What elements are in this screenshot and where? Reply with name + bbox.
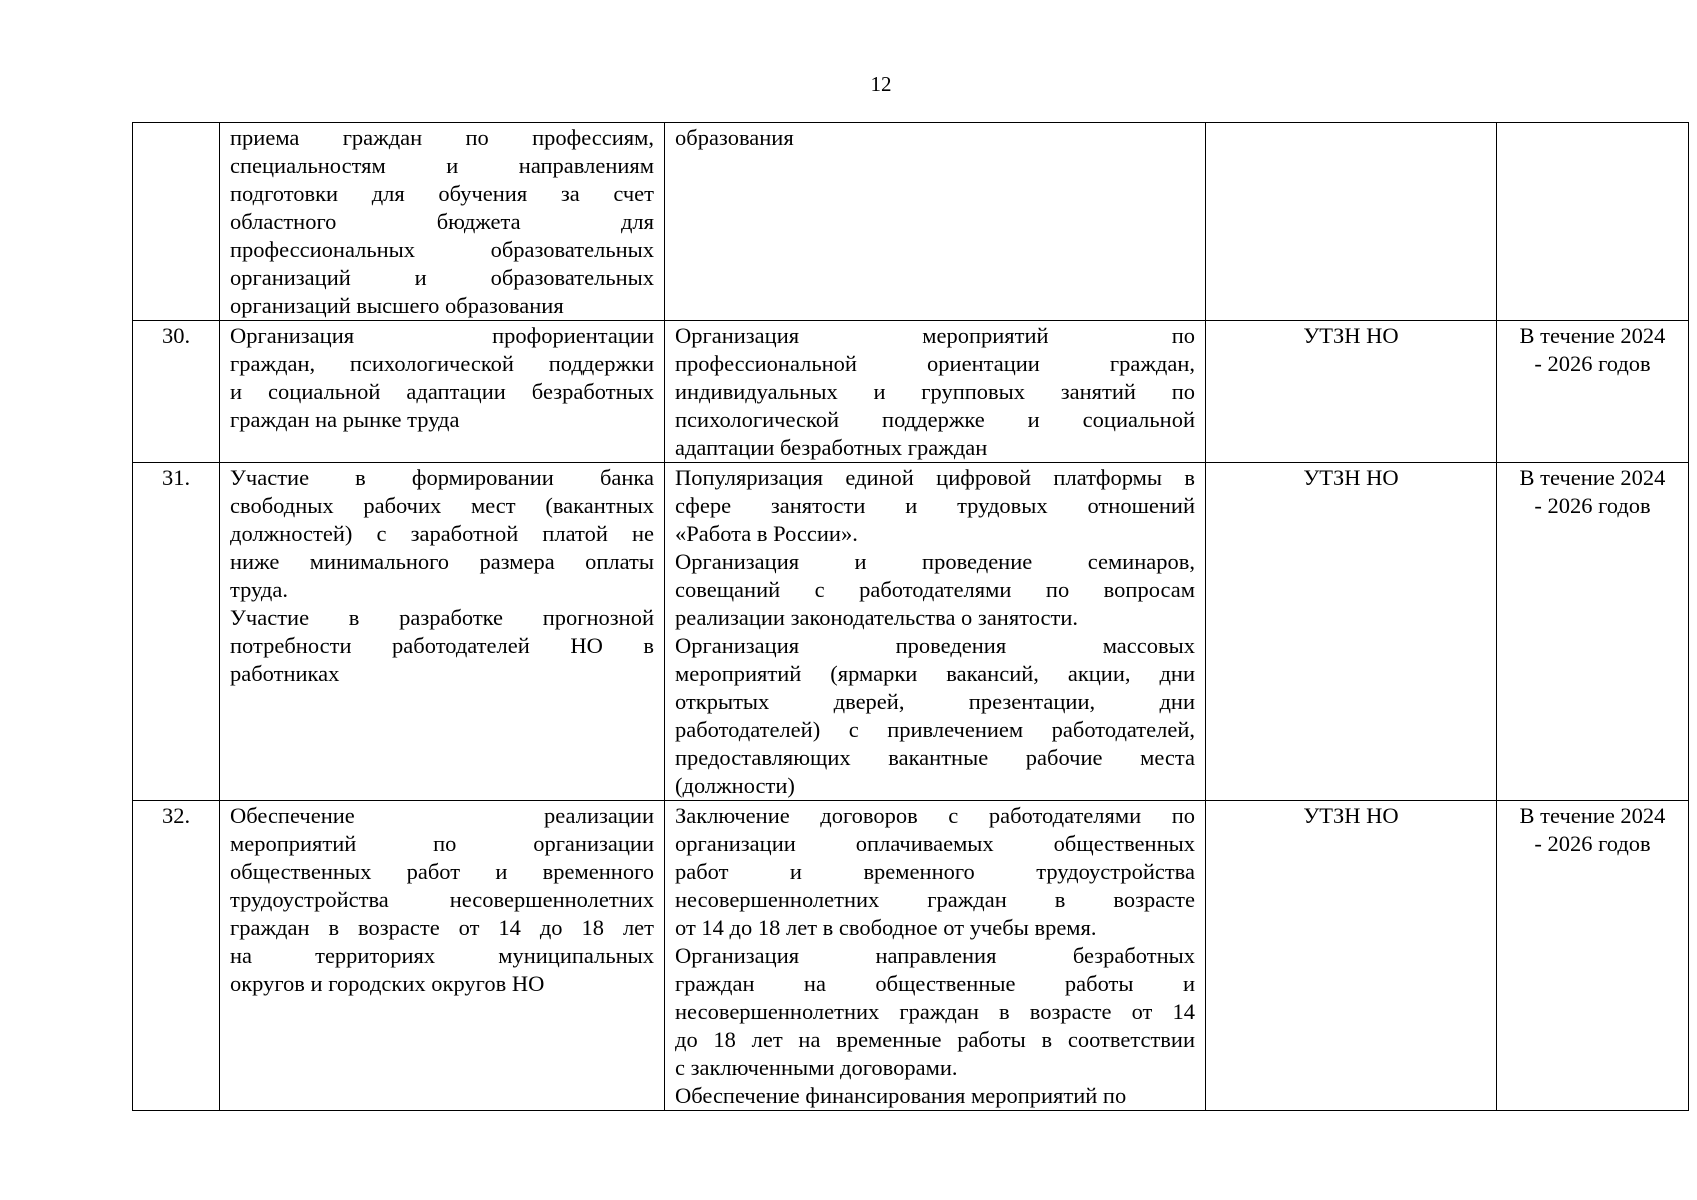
event-text-line: должностей) с заработной платой не <box>230 521 654 546</box>
responsible-text: УТЗН НО <box>1303 323 1399 348</box>
row-number: 31. <box>161 465 191 490</box>
term-text-line: - 2026 годов <box>1534 493 1651 518</box>
responsible-text: УТЗН НО <box>1303 803 1399 828</box>
event-text-line: мероприятий по организации <box>230 831 654 856</box>
content-text-line: предоставляющих вакантные рабочие места <box>675 745 1195 770</box>
term-cell <box>1497 801 1689 1111</box>
term-text-line: В течение 2024 <box>1519 323 1666 348</box>
event-text-line: областного бюджета для <box>230 209 654 234</box>
page-number: 12 <box>870 72 892 96</box>
content-text-line: организации оплачиваемых общественных <box>675 831 1195 856</box>
content-text-line: Организация проведения массовых <box>675 633 1195 658</box>
content-text-line: Обеспечение финансирования мероприятий по <box>675 1083 1127 1108</box>
event-text-line: ниже минимального размера оплаты <box>230 549 654 574</box>
content-text-line: граждан на общественные работы и <box>675 971 1195 996</box>
event-text-line: и социальной адаптации безработных <box>230 379 654 404</box>
plan-table <box>132 122 1689 1111</box>
table-row <box>133 463 1689 801</box>
event-text-line: организаций и образовательных <box>230 265 654 290</box>
row-number-cell <box>133 321 220 463</box>
event-text-line: работниках <box>230 661 340 686</box>
event-cell <box>220 321 665 463</box>
term-text-line: - 2026 годов <box>1534 831 1651 856</box>
content-text-line: до 18 лет на временные работы в соответствии <box>675 1027 1195 1052</box>
event-text-line: профессиональных образовательных <box>230 237 654 262</box>
table-row <box>133 321 1689 463</box>
content-text-line: сфере занятости и трудовых отношений <box>675 493 1195 518</box>
event-text-line: приема граждан по профессиям, <box>230 125 654 150</box>
event-text-line: Участие в формировании банка <box>230 465 654 490</box>
event-text-line: общественных работ и временного <box>230 859 654 884</box>
term-cell <box>1497 321 1689 463</box>
content-text-line: мероприятий (ярмарки вакансий, акции, дни <box>675 661 1195 686</box>
term-text-line: В течение 2024 <box>1519 465 1666 490</box>
responsible-text: УТЗН НО <box>1303 465 1399 490</box>
content-text-line: открытых дверей, презентации, дни <box>675 689 1195 714</box>
event-cell <box>220 463 665 801</box>
content-text-line: индивидуальных и групповых занятий по <box>675 379 1195 404</box>
table-row <box>133 801 1689 1111</box>
content-cell <box>665 321 1206 463</box>
event-text-line: на территориях муниципальных <box>230 943 654 968</box>
event-text-line: граждан, психологической поддержки <box>230 351 654 376</box>
event-text-line: трудоустройства несовершеннолетних <box>230 887 654 912</box>
event-text-line: Организация профориентации <box>230 323 654 348</box>
content-text-line: Организация и проведение семинаров, <box>675 549 1195 574</box>
event-text-line: свободных рабочих мест (вакантных <box>230 493 654 518</box>
responsible-cell <box>1206 801 1497 1111</box>
event-text-line: Участие в разработке прогнозной <box>230 605 654 630</box>
term-text-line: В течение 2024 <box>1519 803 1666 828</box>
content-cell <box>665 463 1206 801</box>
row-number: 30. <box>161 323 191 348</box>
responsible-cell <box>1206 463 1497 801</box>
event-text-line: труда. <box>230 577 288 602</box>
event-cell <box>220 801 665 1111</box>
event-text-line: округов и городских округов НО <box>230 971 545 996</box>
content-text-line: несовершеннолетних граждан в возрасте от 14 <box>675 999 1195 1024</box>
content-text-line: Заключение договоров с работодателями по <box>675 803 1195 828</box>
term-text-line: - 2026 годов <box>1534 351 1651 376</box>
content-text-line: работодателей) с привлечением работодателей, <box>675 717 1195 742</box>
content-text-line: совещаний с работодателями по вопросам <box>675 577 1195 602</box>
content-text-line: с заключенными договорами. <box>675 1055 958 1080</box>
content-text-line: Организация направления безработных <box>675 943 1195 968</box>
row-number-cell <box>133 801 220 1111</box>
content-cell <box>665 123 1206 321</box>
content-text-line: профессиональной ориентации граждан, <box>675 351 1195 376</box>
content-cell <box>665 801 1206 1111</box>
event-text-line: организаций высшего образования <box>230 293 564 318</box>
table-row <box>133 123 1689 321</box>
content-text-line: адаптации безработных граждан <box>675 435 988 460</box>
content-text-line: «Работа в России». <box>675 521 858 546</box>
content-text-line: от 14 до 18 лет в свободное от учебы время. <box>675 915 1097 940</box>
event-text-line: Обеспечение реализации <box>230 803 654 828</box>
responsible-cell <box>1206 321 1497 463</box>
content-text-line: Популяризация единой цифровой платформы в <box>675 465 1195 490</box>
event-text-line: граждан на рынке труда <box>230 407 460 432</box>
term-cell <box>1497 123 1689 321</box>
event-text-line: подготовки для обучения за счет <box>230 181 654 206</box>
content-text-line: несовершеннолетних граждан в возрасте <box>675 887 1195 912</box>
row-number-cell <box>133 463 220 801</box>
content-text-line: психологической поддержке и социальной <box>675 407 1195 432</box>
row-number: 32. <box>161 803 191 828</box>
event-text-line: потребности работодателей НО в <box>230 633 654 658</box>
content-text-line: Организация мероприятий по <box>675 323 1195 348</box>
row-number-cell <box>133 123 220 321</box>
event-text-line: граждан в возрасте от 14 до 18 лет <box>230 915 654 940</box>
content-text-line: образования <box>675 125 794 150</box>
content-text-line: реализации законодательства о занятости. <box>675 605 1079 630</box>
responsible-cell <box>1206 123 1497 321</box>
content-text-line: (должности) <box>675 773 795 798</box>
term-cell <box>1497 463 1689 801</box>
event-text-line: специальностям и направлениям <box>230 153 654 178</box>
content-text-line: работ и временного трудоустройства <box>675 859 1195 884</box>
event-cell <box>220 123 665 321</box>
plan-table-body <box>133 123 1689 1111</box>
